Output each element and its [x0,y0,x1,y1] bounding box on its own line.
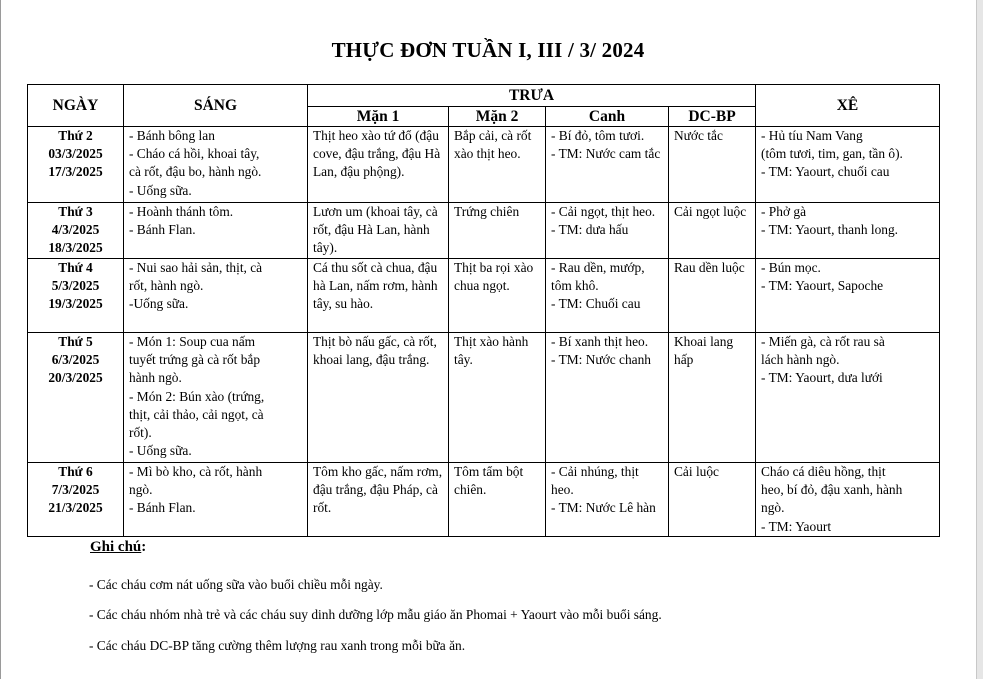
day-cell: Thứ 5 6/3/2025 20/3/2025 [28,333,124,463]
man2-cell: Trứng chiên [449,203,546,259]
canh-cell: - Cải ngọt, thịt heo. - TM: dưa hấu [546,203,669,259]
breakfast-cell: - Món 1: Soup cua nấm tuyết trứng gà cà rốt bắp hành ngò. - Món 2: Bún xào (trứng, thịt, cải thảo, cải ngọt, cà rốt). - Uống sữa. [124,333,308,463]
notes-heading [90,539,146,556]
note-item: - Các cháu nhóm nhà trẻ và các cháu suy dinh dưỡng lớp mẫu giáo ăn Phomai + Yaourt vào mỗi buổi sáng. [89,607,662,622]
day-cell: Thứ 4 5/3/2025 19/3/2025 [28,259,124,333]
snack-cell: - Bún mọc. - TM: Yaourt, Sapoche [756,259,940,333]
canh-cell: - Bí đỏ, tôm tươi. - TM: Nước cam tắc [546,127,669,203]
snack-cell: - Phở gà - TM: Yaourt, thanh long. [756,203,940,259]
day-cell: Thứ 3 4/3/2025 18/3/2025 [28,203,124,259]
header-canh: Canh [546,107,669,127]
dcbp-cell: Nước tắc [669,127,756,203]
notes-heading-colon: : [141,539,147,555]
header-lunch: TRƯA [308,85,756,107]
breakfast-cell: - Mì bò kho, cà rốt, hành ngò. - Bánh Flan. [124,463,308,537]
breakfast-cell: - Nui sao hải sản, thịt, cà rốt, hành ngò. -Uống sữa. [124,259,308,333]
header-man2: Mặn 2 [449,107,546,127]
man2-cell: Thịt xào hành tây. [449,333,546,463]
canh-cell: - Rau dền, mướp, tôm khô. - TM: Chuối cau [546,259,669,333]
snack-cell: - Miến gà, cà rốt rau sà lách hành ngò. - TM: Yaourt, dưa lưới [756,333,940,463]
snack-cell: - Hủ tíu Nam Vang (tôm tươi, tim, gan, tần ô). - TM: Yaourt, chuối cau [756,127,940,203]
table-row [28,259,940,333]
man1-cell: Lươn um (khoai tây, cà rốt, đậu Hà Lan, hành tây). [308,203,449,259]
snack-cell: Cháo cá diêu hồng, thịt heo, bí đỏ, đậu xanh, hành ngò. - TM: Yaourt [756,463,940,537]
dcbp-cell: Rau dền luộc [669,259,756,333]
dcbp-cell: Cải luộc [669,463,756,537]
table-row [28,463,940,537]
menu-table [27,84,940,537]
man2-cell: Tôm tẩm bột chiên. [449,463,546,537]
page-left-edge [0,0,1,679]
day-cell: Thứ 6 7/3/2025 21/3/2025 [28,463,124,537]
note-item: - Các cháu cơm nát uống sữa vào buổi chiều mỗi ngày. [89,577,383,592]
header-man1: Mặn 1 [308,107,449,127]
header-snack: XÊ [756,85,940,127]
man2-cell: Bắp cải, cà rốt xào thịt heo. [449,127,546,203]
table-row [28,333,940,463]
table-row [28,127,940,203]
man2-cell: Thịt ba rọi xào chua ngọt. [449,259,546,333]
dcbp-cell: Khoai lang hấp [669,333,756,463]
header-breakfast: SÁNG [124,85,308,127]
notes-heading-text: Ghi chú [90,539,142,555]
breakfast-cell: - Bánh bông lan - Cháo cá hồi, khoai tây, cà rốt, đậu bo, hành ngò. - Uống sữa. [124,127,308,203]
page-title: THỰC ĐƠN TUẦN I, III / 3/ 2024 [331,38,645,62]
man1-cell: Tôm kho gấc, nấm rơm, đậu trắng, đậu Pháp, cà rốt. [308,463,449,537]
header-dcbp: DC-BP [669,107,756,127]
breakfast-cell: - Hoành thánh tôm. - Bánh Flan. [124,203,308,259]
man1-cell: Cá thu sốt cà chua, đậu hà Lan, nấm rơm, hành tây, su hào. [308,259,449,333]
man1-cell: Thịt heo xào tứ đổ (đậu cove, đậu trắng, đậu Hà Lan, đậu phộng). [308,127,449,203]
canh-cell: - Bí xanh thịt heo. - TM: Nước chanh [546,333,669,463]
dcbp-cell: Cải ngọt luộc [669,203,756,259]
note-item: - Các cháu DC-BP tăng cường thêm lượng rau xanh trong mỗi bữa ăn. [89,638,466,653]
day-cell: Thứ 2 03/3/2025 17/3/2025 [28,127,124,203]
window-scrollbar[interactable] [976,0,983,679]
canh-cell: - Cải nhúng, thịt heo. - TM: Nước Lê hàn [546,463,669,537]
man1-cell: Thịt bò nấu gấc, cà rốt, khoai lang, đậu trắng. [308,333,449,463]
header-day: NGÀY [28,85,124,127]
table-row [28,203,940,259]
